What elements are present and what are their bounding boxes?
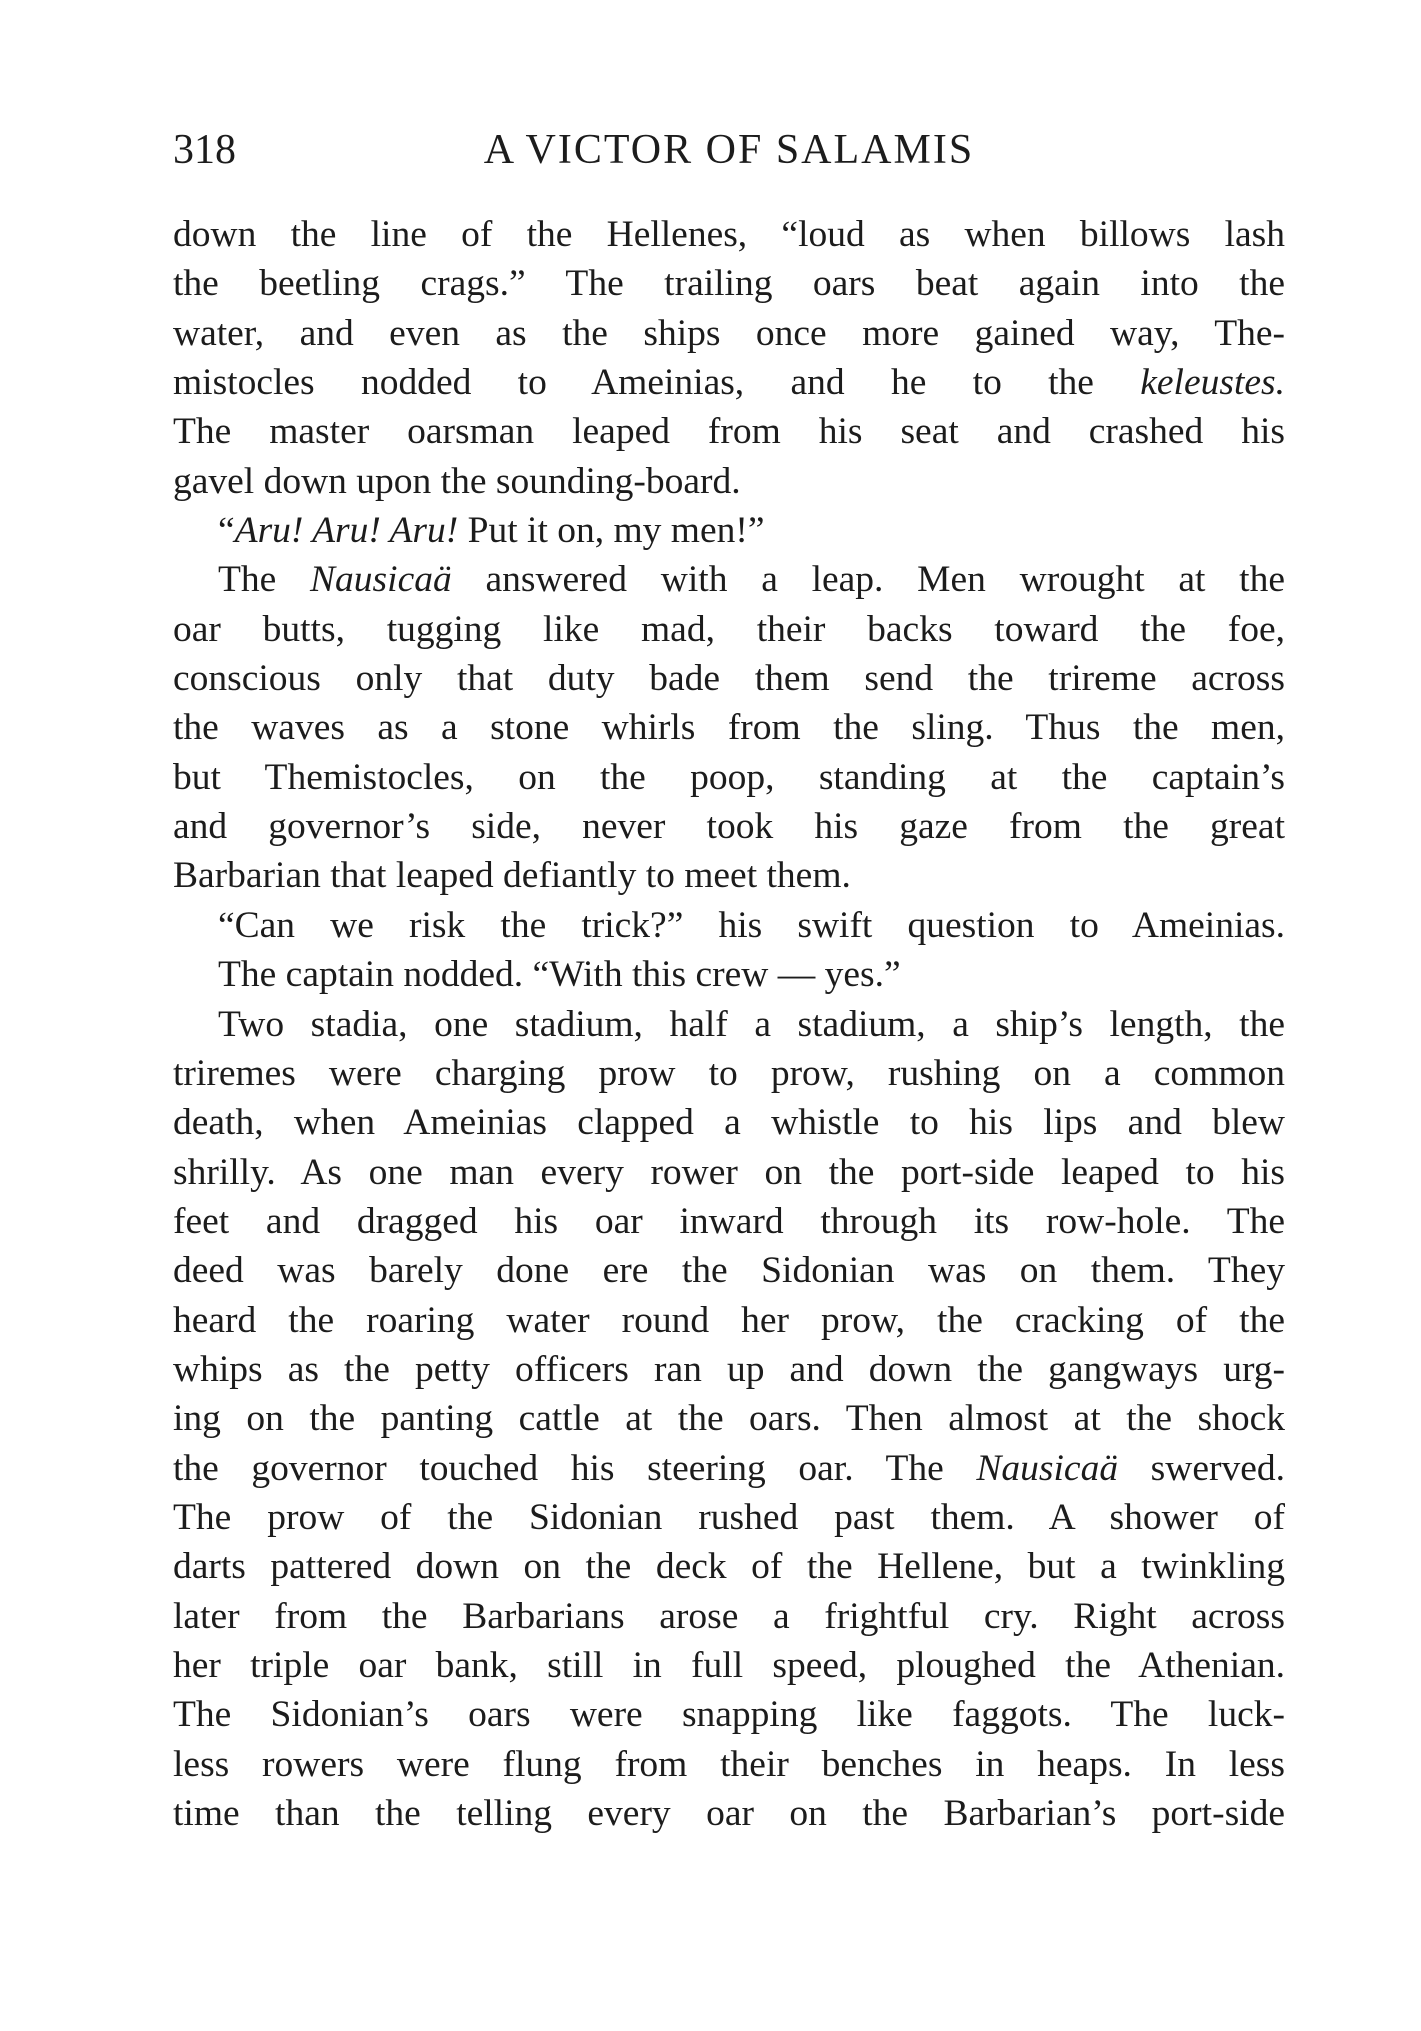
text-line <box>173 851 1285 900</box>
text-run: Two stadia, one stadium, half a stadium, a ship’s length, the <box>218 1003 1285 1045</box>
text-line <box>173 1641 1285 1690</box>
italic-text: Nausicaä <box>976 1447 1119 1489</box>
text-line <box>173 1394 1285 1443</box>
text-line <box>173 1444 1285 1493</box>
text-run: “Can we risk the trick?” his swift question to Ameinias. <box>218 904 1285 946</box>
text-line <box>173 407 1285 456</box>
text-run: answered with a leap. Men wrought at the <box>451 559 1285 601</box>
italic-text: keleustes. <box>1140 362 1285 404</box>
text-line <box>173 506 1285 555</box>
text-run: the beetling crags.” The trailing oars beat again into the <box>173 263 1285 305</box>
text-run: death, when Ameinias clapped a whistle to his lips and blew <box>173 1102 1285 1144</box>
text-run: swerved. <box>1118 1447 1285 1489</box>
text-line <box>173 1197 1285 1246</box>
text-run: time than the telling every oar on the Barbarian’s port-side <box>173 1793 1285 1834</box>
text-run: darts pattered down on the deck of the Hellene, but a twinkling <box>173 1546 1285 1588</box>
text-line <box>173 753 1285 802</box>
text-run: “ <box>218 510 235 552</box>
text-line <box>173 654 1285 703</box>
text-run: and governor’s side, never took his gaze from the great <box>173 806 1285 848</box>
text-run: The master oarsman leaped from his seat and crashed his <box>173 411 1285 453</box>
running-title: A VICTOR OF SALAMIS <box>483 127 975 173</box>
running-head <box>173 122 1285 178</box>
page-number: 318 <box>173 127 236 173</box>
body-text <box>173 210 1285 1838</box>
text-line <box>173 1000 1285 1049</box>
text-run: Put it on, my men!” <box>458 510 765 552</box>
text-run: Barbarian that leaped defiantly to meet them. <box>173 855 851 897</box>
text-run: shrilly. As one man every rower on the port-side leaped to his <box>173 1151 1285 1193</box>
text-run: her triple oar bank, still in full speed, ploughed the Athenian. <box>173 1644 1285 1686</box>
italic-text: Aru! Aru! Aru! <box>234 510 459 552</box>
text-run: oar butts, tugging like mad, their backs toward the foe, <box>173 608 1285 650</box>
text-run: The Sidonian’s oars were snapping like faggots. The luck- <box>173 1694 1285 1736</box>
text-line <box>173 1098 1285 1147</box>
text-run: water, and even as the ships once more gained way, The- <box>173 312 1285 354</box>
text-run: conscious only that duty bade them send the trireme across <box>173 658 1285 700</box>
text-line <box>173 901 1285 950</box>
text-run: later from the Barbarians arose a frightful cry. Right across <box>173 1595 1285 1637</box>
text-line <box>173 309 1285 358</box>
text-line <box>173 1740 1285 1789</box>
text-run: but Themistocles, on the poop, standing at the captain’s <box>173 756 1285 798</box>
text-run: mistocles nodded to Ameinias, and he to the <box>173 362 1141 404</box>
text-run: The captain nodded. “With this crew — yes.” <box>218 954 901 996</box>
text-line <box>173 802 1285 851</box>
text-run: feet and dragged his oar inward through its row-hole. The <box>173 1200 1285 1242</box>
text-line <box>173 555 1285 604</box>
text-run: The prow of the Sidonian rushed past them. A shower of <box>173 1496 1285 1538</box>
text-line <box>173 1148 1285 1197</box>
text-line <box>173 703 1285 752</box>
text-line <box>173 457 1285 506</box>
text-run: down the line of the Hellenes, “loud as when billows lash <box>173 214 1285 255</box>
text-line <box>173 1542 1285 1591</box>
text-line <box>173 605 1285 654</box>
text-line <box>173 1345 1285 1394</box>
text-line <box>173 1246 1285 1295</box>
text-line <box>173 210 1285 259</box>
text-line <box>173 1049 1285 1098</box>
text-line <box>173 358 1285 407</box>
text-run: whips as the petty officers ran up and down the gangways urg- <box>173 1348 1285 1390</box>
text-run: deed was barely done ere the Sidonian was on them. They <box>173 1250 1285 1292</box>
text-run: gavel down upon the sounding-board. <box>173 460 741 502</box>
text-run: triremes were charging prow to prow, rushing on a common <box>173 1052 1285 1094</box>
text-line <box>173 1493 1285 1542</box>
text-line <box>173 950 1285 999</box>
italic-text: Nausicaä <box>310 559 452 601</box>
text-run: heard the roaring water round her prow, the cracking of the <box>173 1299 1285 1341</box>
text-line <box>173 1592 1285 1641</box>
text-line <box>173 1789 1285 1838</box>
text-run: the governor touched his steering oar. The <box>173 1447 977 1489</box>
text-run: the waves as a stone whirls from the sling. Thus the men, <box>173 707 1285 749</box>
text-run: The <box>218 559 311 601</box>
text-run: ing on the panting cattle at the oars. Then almost at the shock <box>173 1398 1285 1440</box>
text-line <box>173 1690 1285 1739</box>
text-line <box>173 259 1285 308</box>
text-run: less rowers were flung from their benches in heaps. In less <box>173 1743 1285 1785</box>
text-line <box>173 1296 1285 1345</box>
